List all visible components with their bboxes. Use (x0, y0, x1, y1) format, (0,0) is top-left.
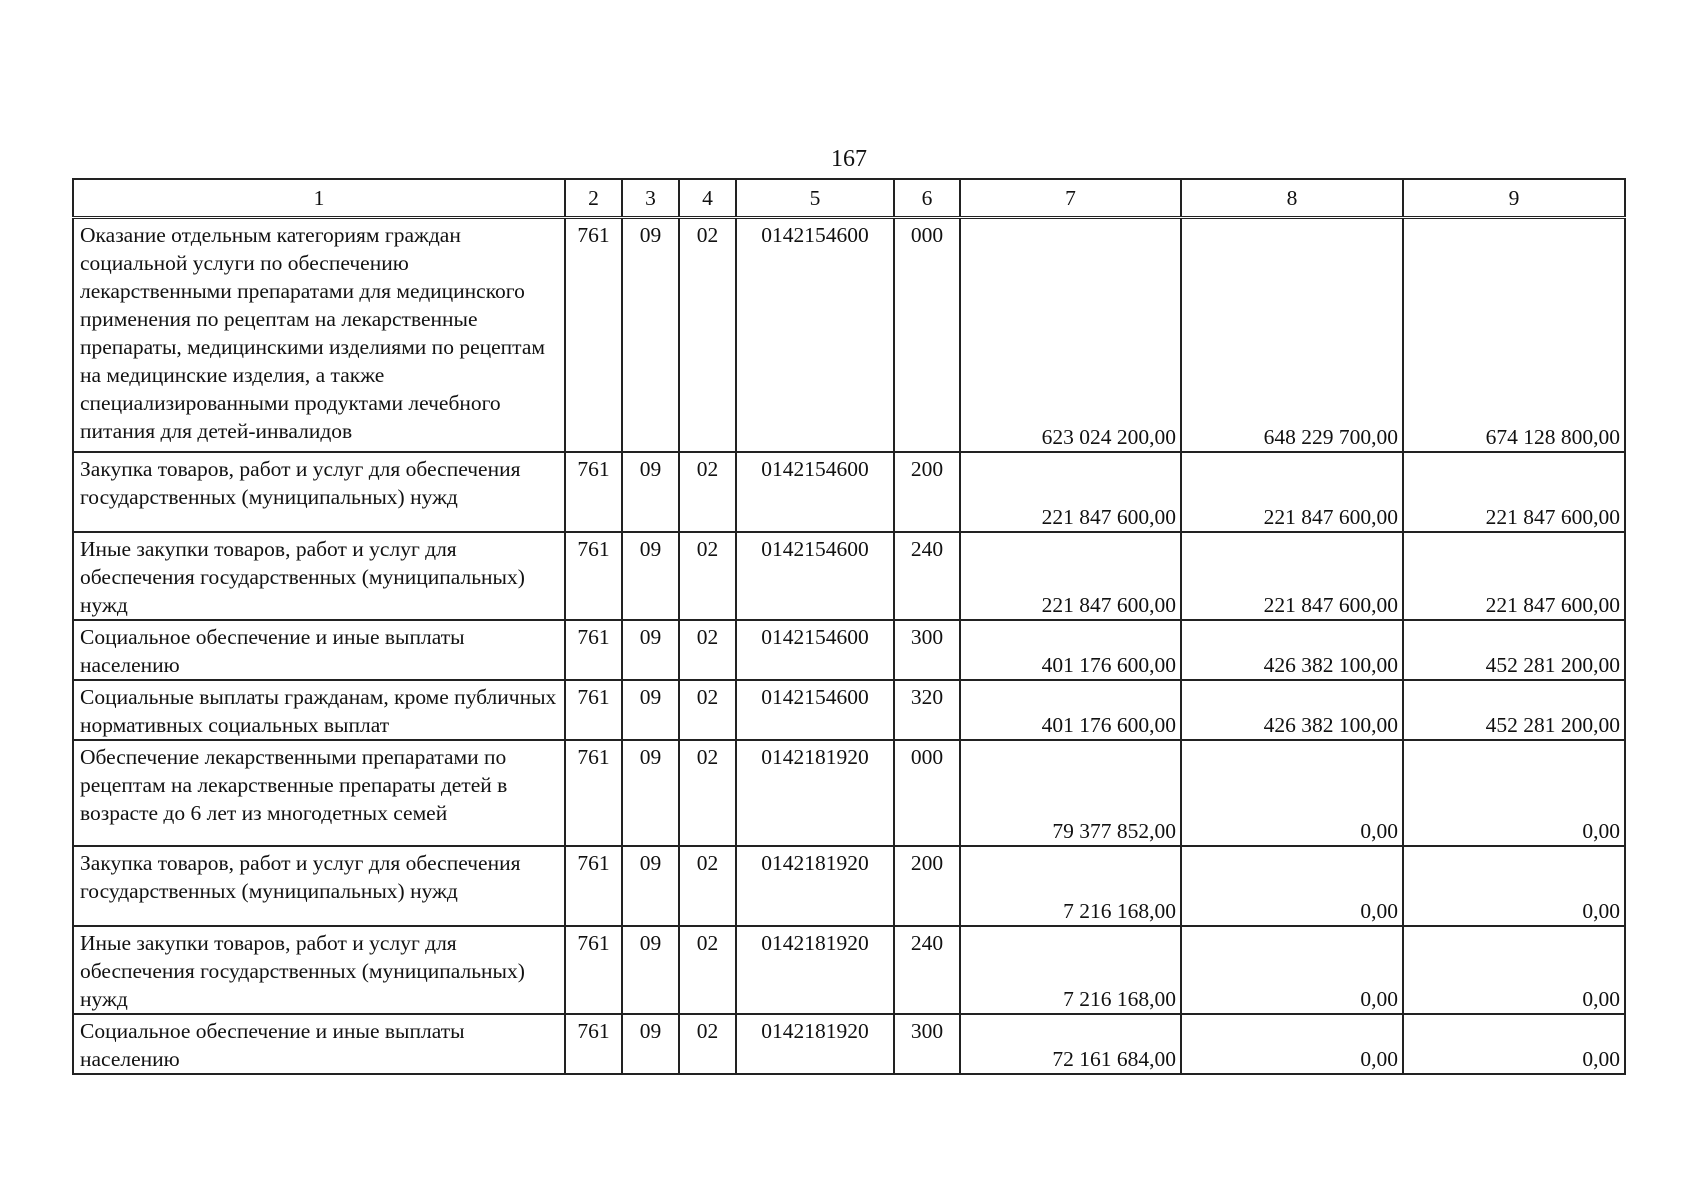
code-subsection: 02 (679, 452, 736, 532)
code-ministry: 761 (565, 846, 622, 926)
amount-col-8: 426 382 100,00 (1181, 620, 1403, 680)
table-row (73, 532, 1625, 620)
code-section: 09 (622, 846, 679, 926)
amount-col-8: 426 382 100,00 (1181, 680, 1403, 740)
code-target-article: 0142154600 (736, 452, 894, 532)
amount-col-9: 0,00 (1403, 926, 1625, 1014)
amount-col-8: 221 847 600,00 (1181, 452, 1403, 532)
row-description: Социальное обеспечение и иные выплаты населению (73, 1014, 565, 1074)
amount-col-8: 221 847 600,00 (1181, 532, 1403, 620)
code-section: 09 (622, 218, 679, 452)
amount-col-8: 0,00 (1181, 846, 1403, 926)
code-subsection: 02 (679, 680, 736, 740)
code-ministry: 761 (565, 740, 622, 846)
table-row (73, 452, 1625, 532)
amount-col-7: 7 216 168,00 (960, 846, 1181, 926)
code-target-article: 0142154600 (736, 218, 894, 452)
column-header-4: 4 (679, 179, 736, 218)
code-ministry: 761 (565, 532, 622, 620)
code-expense-type: 240 (894, 926, 960, 1014)
amount-col-7: 79 377 852,00 (960, 740, 1181, 846)
header-row (73, 179, 1625, 218)
row-description: Закупка товаров, работ и услуг для обеспечения государственных (муниципальных) нужд (73, 452, 565, 532)
code-target-article: 0142181920 (736, 926, 894, 1014)
amount-col-9: 221 847 600,00 (1403, 532, 1625, 620)
code-expense-type: 200 (894, 846, 960, 926)
table-row (73, 1014, 1625, 1074)
code-subsection: 02 (679, 846, 736, 926)
row-description: Иные закупки товаров, работ и услуг для обеспечения государственных (муниципальных) нужд (73, 926, 565, 1014)
table-row (73, 620, 1625, 680)
amount-col-7: 401 176 600,00 (960, 620, 1181, 680)
code-subsection: 02 (679, 620, 736, 680)
code-target-article: 0142181920 (736, 1014, 894, 1074)
code-target-article: 0142154600 (736, 680, 894, 740)
code-expense-type: 000 (894, 218, 960, 452)
amount-col-7: 221 847 600,00 (960, 532, 1181, 620)
page-number: 167 (831, 146, 867, 172)
row-description: Иные закупки товаров, работ и услуг для обеспечения государственных (муниципальных) нужд (73, 532, 565, 620)
column-header-2: 2 (565, 179, 622, 218)
column-header-8: 8 (1181, 179, 1403, 218)
code-target-article: 0142154600 (736, 620, 894, 680)
code-subsection: 02 (679, 926, 736, 1014)
amount-col-9: 0,00 (1403, 846, 1625, 926)
code-expense-type: 240 (894, 532, 960, 620)
amount-col-7: 401 176 600,00 (960, 680, 1181, 740)
code-ministry: 761 (565, 680, 622, 740)
amount-col-8: 648 229 700,00 (1181, 218, 1403, 452)
amount-col-9: 452 281 200,00 (1403, 680, 1625, 740)
table-row (73, 926, 1625, 1014)
amount-col-8: 0,00 (1181, 926, 1403, 1014)
code-expense-type: 320 (894, 680, 960, 740)
amount-col-7: 221 847 600,00 (960, 452, 1181, 532)
code-expense-type: 000 (894, 740, 960, 846)
row-description: Социальное обеспечение и иные выплаты населению (73, 620, 565, 680)
code-subsection: 02 (679, 740, 736, 846)
code-section: 09 (622, 740, 679, 846)
amount-col-7: 623 024 200,00 (960, 218, 1181, 452)
amount-col-9: 221 847 600,00 (1403, 452, 1625, 532)
code-section: 09 (622, 926, 679, 1014)
amount-col-9: 0,00 (1403, 740, 1625, 846)
row-description: Социальные выплаты гражданам, кроме публичных нормативных социальных выплат (73, 680, 565, 740)
code-section: 09 (622, 620, 679, 680)
code-subsection: 02 (679, 532, 736, 620)
amount-col-7: 7 216 168,00 (960, 926, 1181, 1014)
table-row (73, 218, 1625, 452)
code-target-article: 0142181920 (736, 846, 894, 926)
code-target-article: 0142154600 (736, 532, 894, 620)
amount-col-9: 452 281 200,00 (1403, 620, 1625, 680)
code-ministry: 761 (565, 452, 622, 532)
code-subsection: 02 (679, 218, 736, 452)
column-header-3: 3 (622, 179, 679, 218)
code-expense-type: 200 (894, 452, 960, 532)
code-section: 09 (622, 1014, 679, 1074)
amount-col-8: 0,00 (1181, 740, 1403, 846)
row-description: Закупка товаров, работ и услуг для обеспечения государственных (муниципальных) нужд (73, 846, 565, 926)
code-target-article: 0142181920 (736, 740, 894, 846)
row-description: Обеспечение лекарственными препаратами по рецептам на лекарственные препараты детей в возрасте до 6 лет из многодетных семей (73, 740, 565, 846)
code-ministry: 761 (565, 1014, 622, 1074)
code-ministry: 761 (565, 926, 622, 1014)
table-row (73, 846, 1625, 926)
table-row (73, 740, 1625, 846)
amount-col-8: 0,00 (1181, 1014, 1403, 1074)
code-section: 09 (622, 532, 679, 620)
table-row (73, 680, 1625, 740)
amount-col-9: 0,00 (1403, 1014, 1625, 1074)
code-subsection: 02 (679, 1014, 736, 1074)
code-expense-type: 300 (894, 1014, 960, 1074)
amount-col-9: 674 128 800,00 (1403, 218, 1625, 452)
code-expense-type: 300 (894, 620, 960, 680)
column-header-5: 5 (736, 179, 894, 218)
amount-col-7: 72 161 684,00 (960, 1014, 1181, 1074)
code-section: 09 (622, 452, 679, 532)
column-header-9: 9 (1403, 179, 1625, 218)
column-header-7: 7 (960, 179, 1181, 218)
column-header-6: 6 (894, 179, 960, 218)
row-description: Оказание отдельным категориям граждан социальной услуги по обеспечению лекарственными препаратами для медицинского применения по рецептам на лекарственные препараты, медицинскими изделиями по рецептам на медицинские изделия, а также специализированными продуктами лечебного питания для детей-инвалидов (73, 218, 565, 452)
code-ministry: 761 (565, 620, 622, 680)
code-ministry: 761 (565, 218, 622, 452)
column-header-1: 1 (73, 179, 565, 218)
budget-table (72, 178, 1626, 1075)
code-section: 09 (622, 680, 679, 740)
